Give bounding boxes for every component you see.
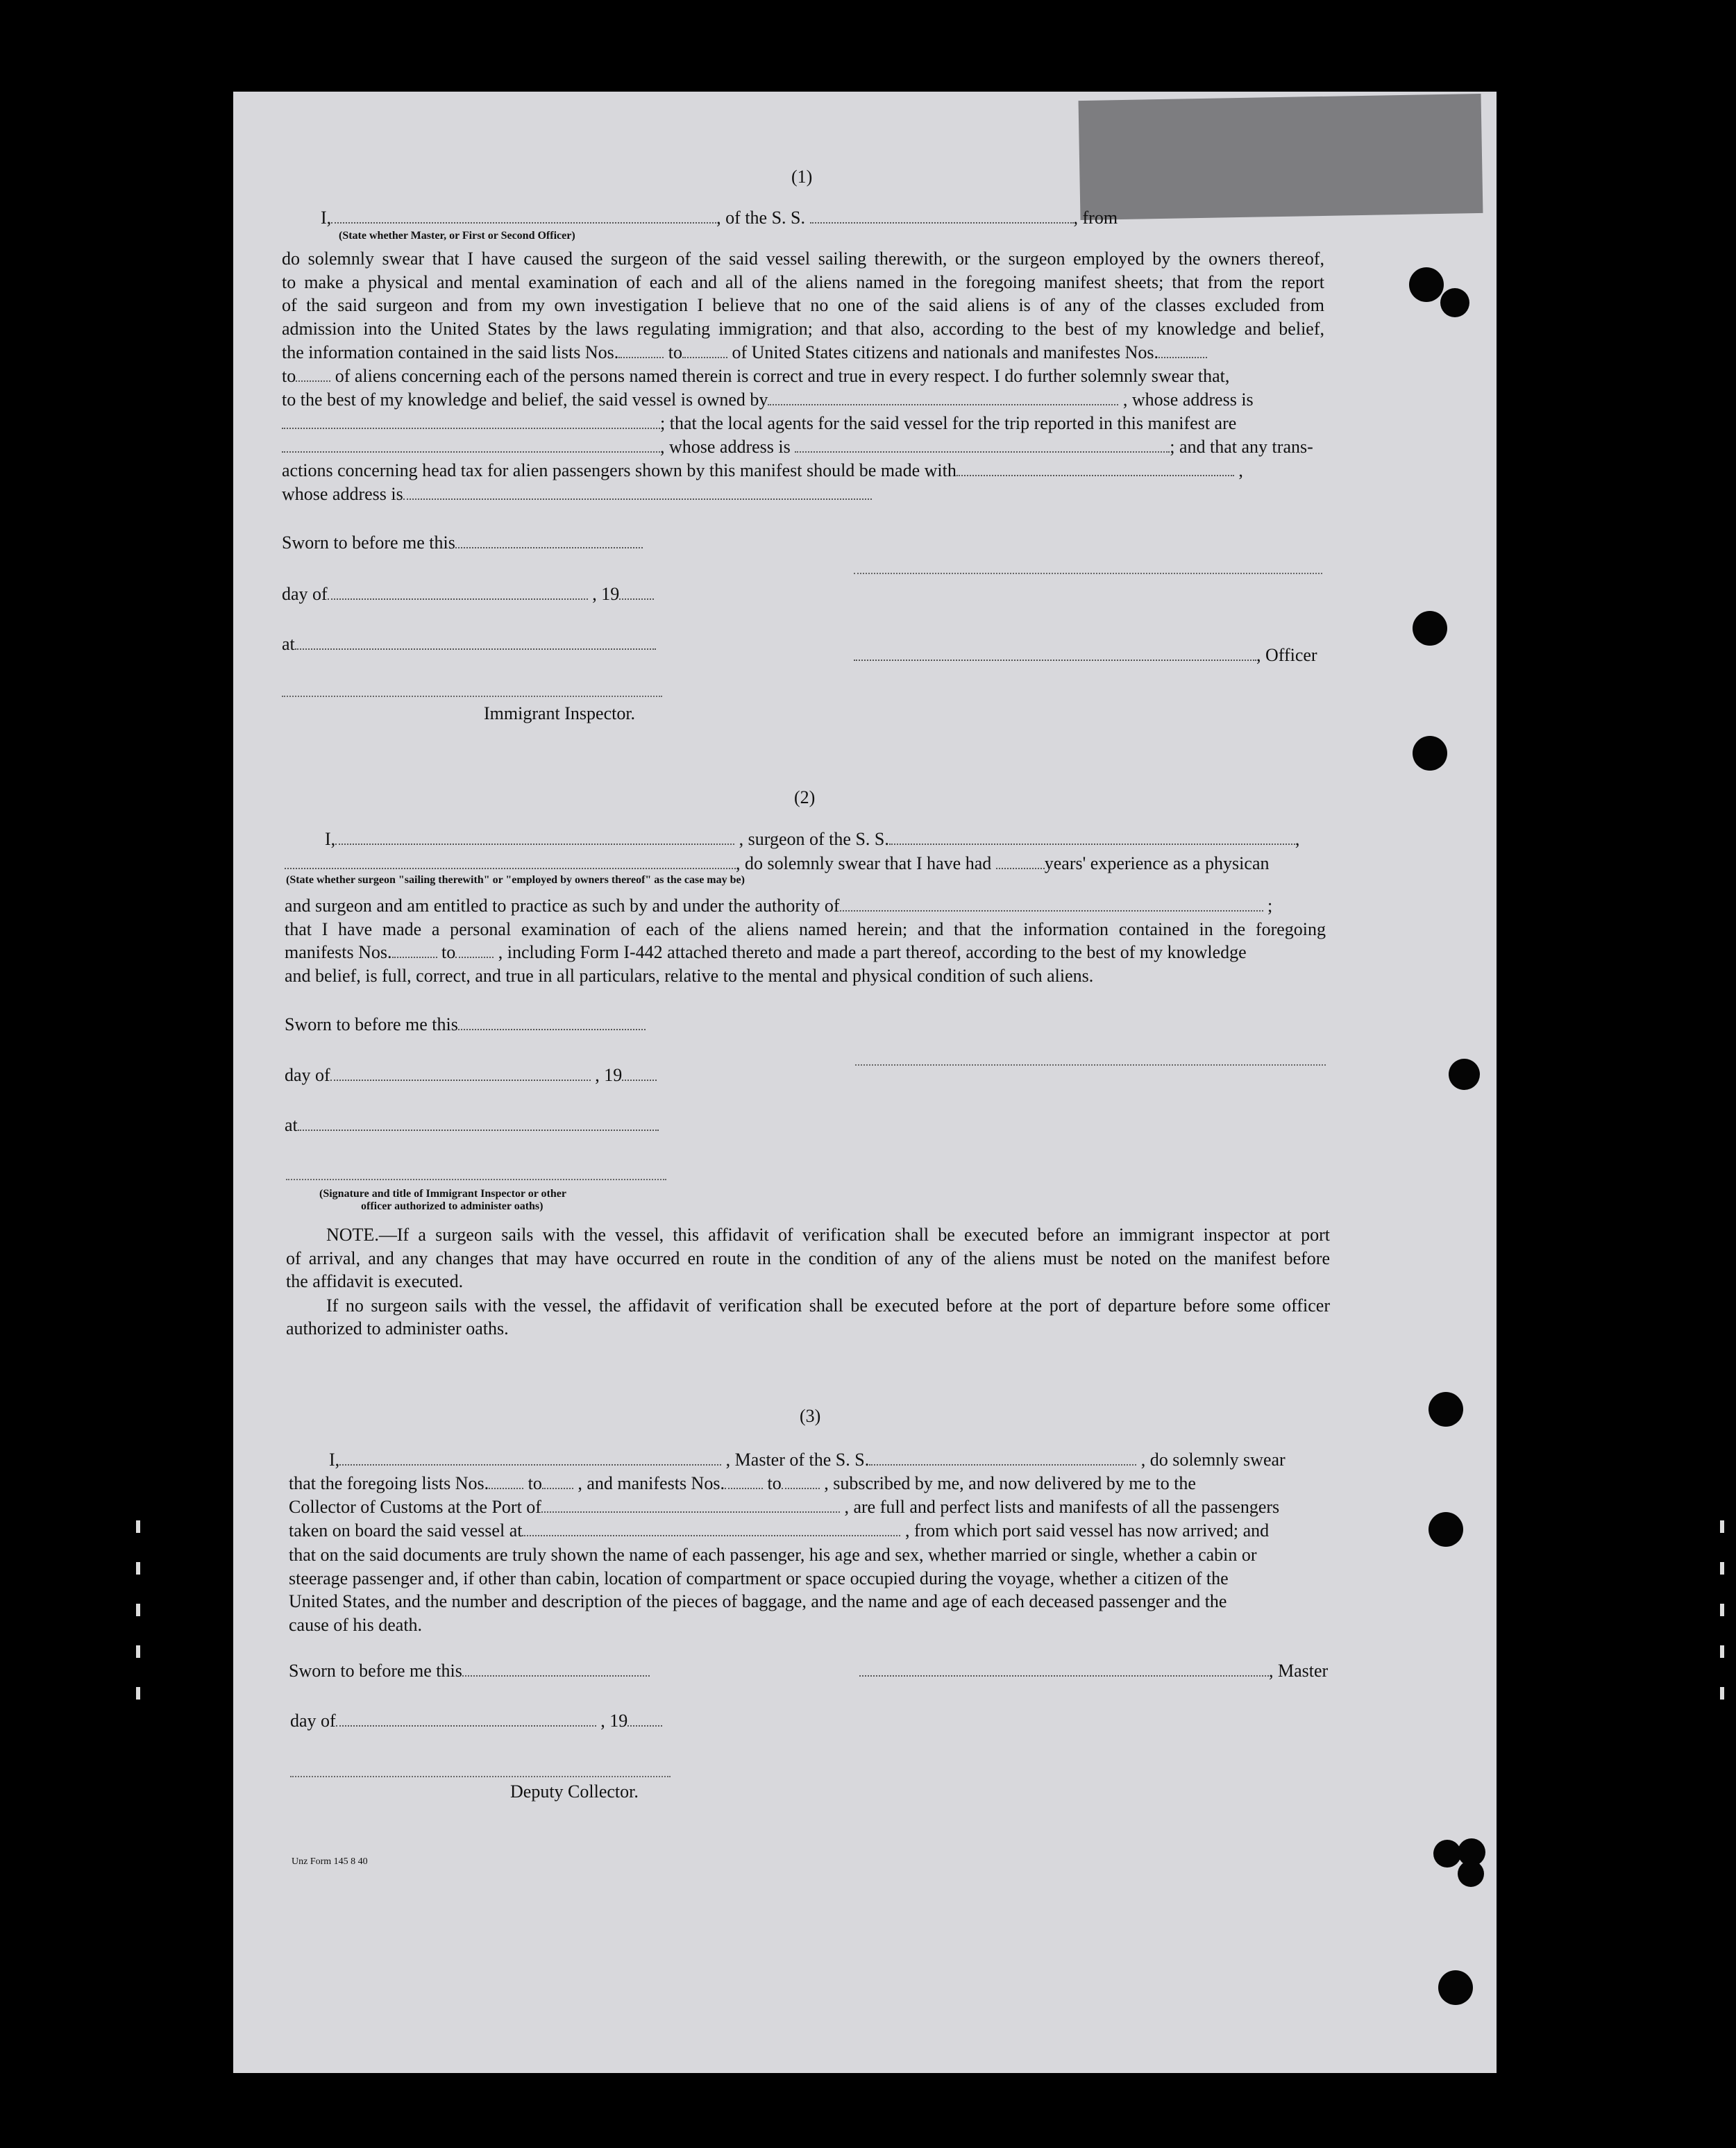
punch-hole bbox=[1429, 1392, 1463, 1427]
s3-line-2: that the foregoing lists Nos. to , and manifests Nos. to , subscribed by me, and now delivered by me to the bbox=[289, 1473, 1196, 1493]
s1-line-7: to of aliens concerning each of the persons named therein is correct and true in every respect. I do further solemnly swear that, bbox=[282, 366, 1230, 386]
s2-line-5: manifests Nos. to , including Form I-442 attached thereto and made a part thereof, according to the best of my knowledge bbox=[285, 942, 1247, 962]
section-3-number: (3) bbox=[800, 1406, 821, 1426]
s2-sworn-label: Sworn to before me this bbox=[285, 1014, 646, 1036]
s2-note-paragraph-2: If no surgeon sails with the vessel, the affidavit of verification shall be executed before at the port of departure before some officer bbox=[326, 1295, 1330, 1316]
punch-hole bbox=[1409, 267, 1444, 302]
s2-surgeon-note: (State whether surgeon "sailing therewith" or "employed by owners thereof" as the case may be) bbox=[286, 874, 745, 886]
s1-signature-line bbox=[854, 573, 1322, 574]
s2-signature-caption-1: (Signature and title of Immigrant Inspector or other bbox=[319, 1188, 566, 1200]
s3-line-4: taken on board the said vessel at , from which port said vessel has now arrived; and bbox=[289, 1520, 1270, 1541]
section-2-number: (2) bbox=[794, 787, 816, 807]
punch-hole bbox=[1429, 1512, 1463, 1547]
film-mark bbox=[1720, 1687, 1724, 1700]
film-mark bbox=[136, 1520, 140, 1533]
s3-collector-line bbox=[290, 1776, 671, 1777]
film-mark bbox=[136, 1645, 140, 1658]
s3-line-3: Collector of Customs at the Port of , are full and perfect lists and manifests of all the passengers bbox=[289, 1497, 1280, 1517]
s1-role-note: (State whether Master, or First or Second Officer) bbox=[339, 230, 575, 242]
punch-hole bbox=[1413, 736, 1447, 771]
film-mark bbox=[136, 1604, 140, 1616]
film-mark bbox=[136, 1687, 140, 1700]
tape-patch bbox=[1079, 94, 1483, 220]
punch-hole bbox=[1413, 611, 1447, 646]
film-mark bbox=[1720, 1562, 1724, 1575]
s3-master-label: , Master bbox=[859, 1660, 1328, 1682]
s2-day-label: day of , 19 bbox=[285, 1064, 657, 1086]
s1-line-11: actions concerning head tax for alien passengers shown by this manifest should be made with , bbox=[282, 460, 1243, 480]
s1-paragraph: do solemnly swear that I have caused the surgeon of the said vessel sailing therewith, or the surgeon employed by the owners thereof, to make a physical and mental examination of each and all of the aliens named in the foregoing manifest sheets; that from the report of the said surgeon and from my own investigation I believe that no one of the said aliens is of any of the classes excluded from admission into the United States by the laws regulating immigration; and that also, according to the best of my knowledge and belief, bbox=[282, 249, 1324, 339]
s1-line-9: ; that the local agents for the said vessel for the trip reported in this manifest are bbox=[282, 412, 1236, 435]
s2-at-label: at bbox=[285, 1114, 659, 1136]
s1-line-1: I, , of the S. S. , from bbox=[321, 208, 1118, 228]
punch-hole bbox=[1433, 1840, 1461, 1868]
s1-inspector-label: Immigrant Inspector. bbox=[484, 703, 636, 723]
punch-hole bbox=[1438, 1970, 1473, 2005]
s1-line-10: , whose address is ; and that any trans- bbox=[282, 436, 1313, 458]
s1-line-6: the information contained in the said lists Nos. to of United States citizens and nationals and manifestes Nos. bbox=[282, 342, 1207, 364]
s2-note-line-5: authorized to administer oaths. bbox=[286, 1318, 509, 1339]
s2-note-line-3: the affidavit is executed. bbox=[286, 1271, 464, 1291]
s3-deputy-label: Deputy Collector. bbox=[510, 1781, 639, 1802]
s2-line-4: that I have made a personal examination of each of the aliens named herein; and that the information contained in the foregoing bbox=[285, 919, 1326, 939]
s2-signature-line bbox=[855, 1064, 1326, 1066]
punch-hole bbox=[1449, 1059, 1480, 1090]
film-mark bbox=[1720, 1604, 1724, 1616]
s3-paragraph: that on the said documents are truly shown the name of each passenger, his age and sex, whether married or single, whether a cabin or steerage passenger and, if other than cabin, location of compartment or space occupied during the voyage, whether a citizen of the United States, and the number and description of the pieces of baggage, and the name and age of each deceased passenger and the cause of his death. bbox=[289, 1545, 1257, 1635]
s2-line-2: , do solemnly swear that I have had years' experience as a physican bbox=[285, 853, 1269, 875]
s3-day-label: day of , 19 bbox=[290, 1710, 662, 1732]
film-mark bbox=[136, 1562, 140, 1575]
s2-line-6: and belief, is full, correct, and true in all particulars, relative to the mental and physical condition of such aliens. bbox=[285, 966, 1094, 986]
s3-line-1: I, , Master of the S. S. , do solemnly swear bbox=[329, 1450, 1286, 1470]
section-1-number: (1) bbox=[791, 167, 813, 187]
punch-hole bbox=[1458, 1861, 1484, 1887]
s1-line-8: to the best of my knowledge and belief, the said vessel is owned by , whose address is bbox=[282, 389, 1254, 410]
s1-at-label: at bbox=[282, 633, 656, 655]
s3-sworn-label: Sworn to before me this bbox=[289, 1660, 650, 1682]
form-number: Unz Form 145 8 40 bbox=[292, 1856, 368, 1867]
s2-line-1: I, , surgeon of the S. S. , bbox=[325, 829, 1300, 849]
s1-day-label: day of , 19 bbox=[282, 583, 654, 605]
s1-sworn-label: Sworn to before me this bbox=[282, 532, 643, 554]
s2-line-3: and surgeon and am entitled to practice as such by and under the authority of ; bbox=[285, 896, 1273, 916]
s2-signature-caption-2: officer authorized to administer oaths) bbox=[361, 1200, 543, 1212]
film-mark bbox=[1720, 1645, 1724, 1658]
punch-hole bbox=[1440, 288, 1469, 317]
s2-note-paragraph-1: NOTE.—If a surgeon sails with the vessel, this affidavit of verification shall be executed before an immigrant inspector at port of arrival, and any changes that may have occurred en route in the condition of any of the aliens must be noted on the manifest before bbox=[286, 1225, 1330, 1268]
s1-line-12: whose address is bbox=[282, 483, 872, 505]
film-mark bbox=[1720, 1520, 1724, 1533]
s1-inspector-line bbox=[282, 696, 662, 697]
s2-inspector-line bbox=[286, 1179, 666, 1180]
s1-officer-label: , Officer bbox=[854, 644, 1317, 666]
